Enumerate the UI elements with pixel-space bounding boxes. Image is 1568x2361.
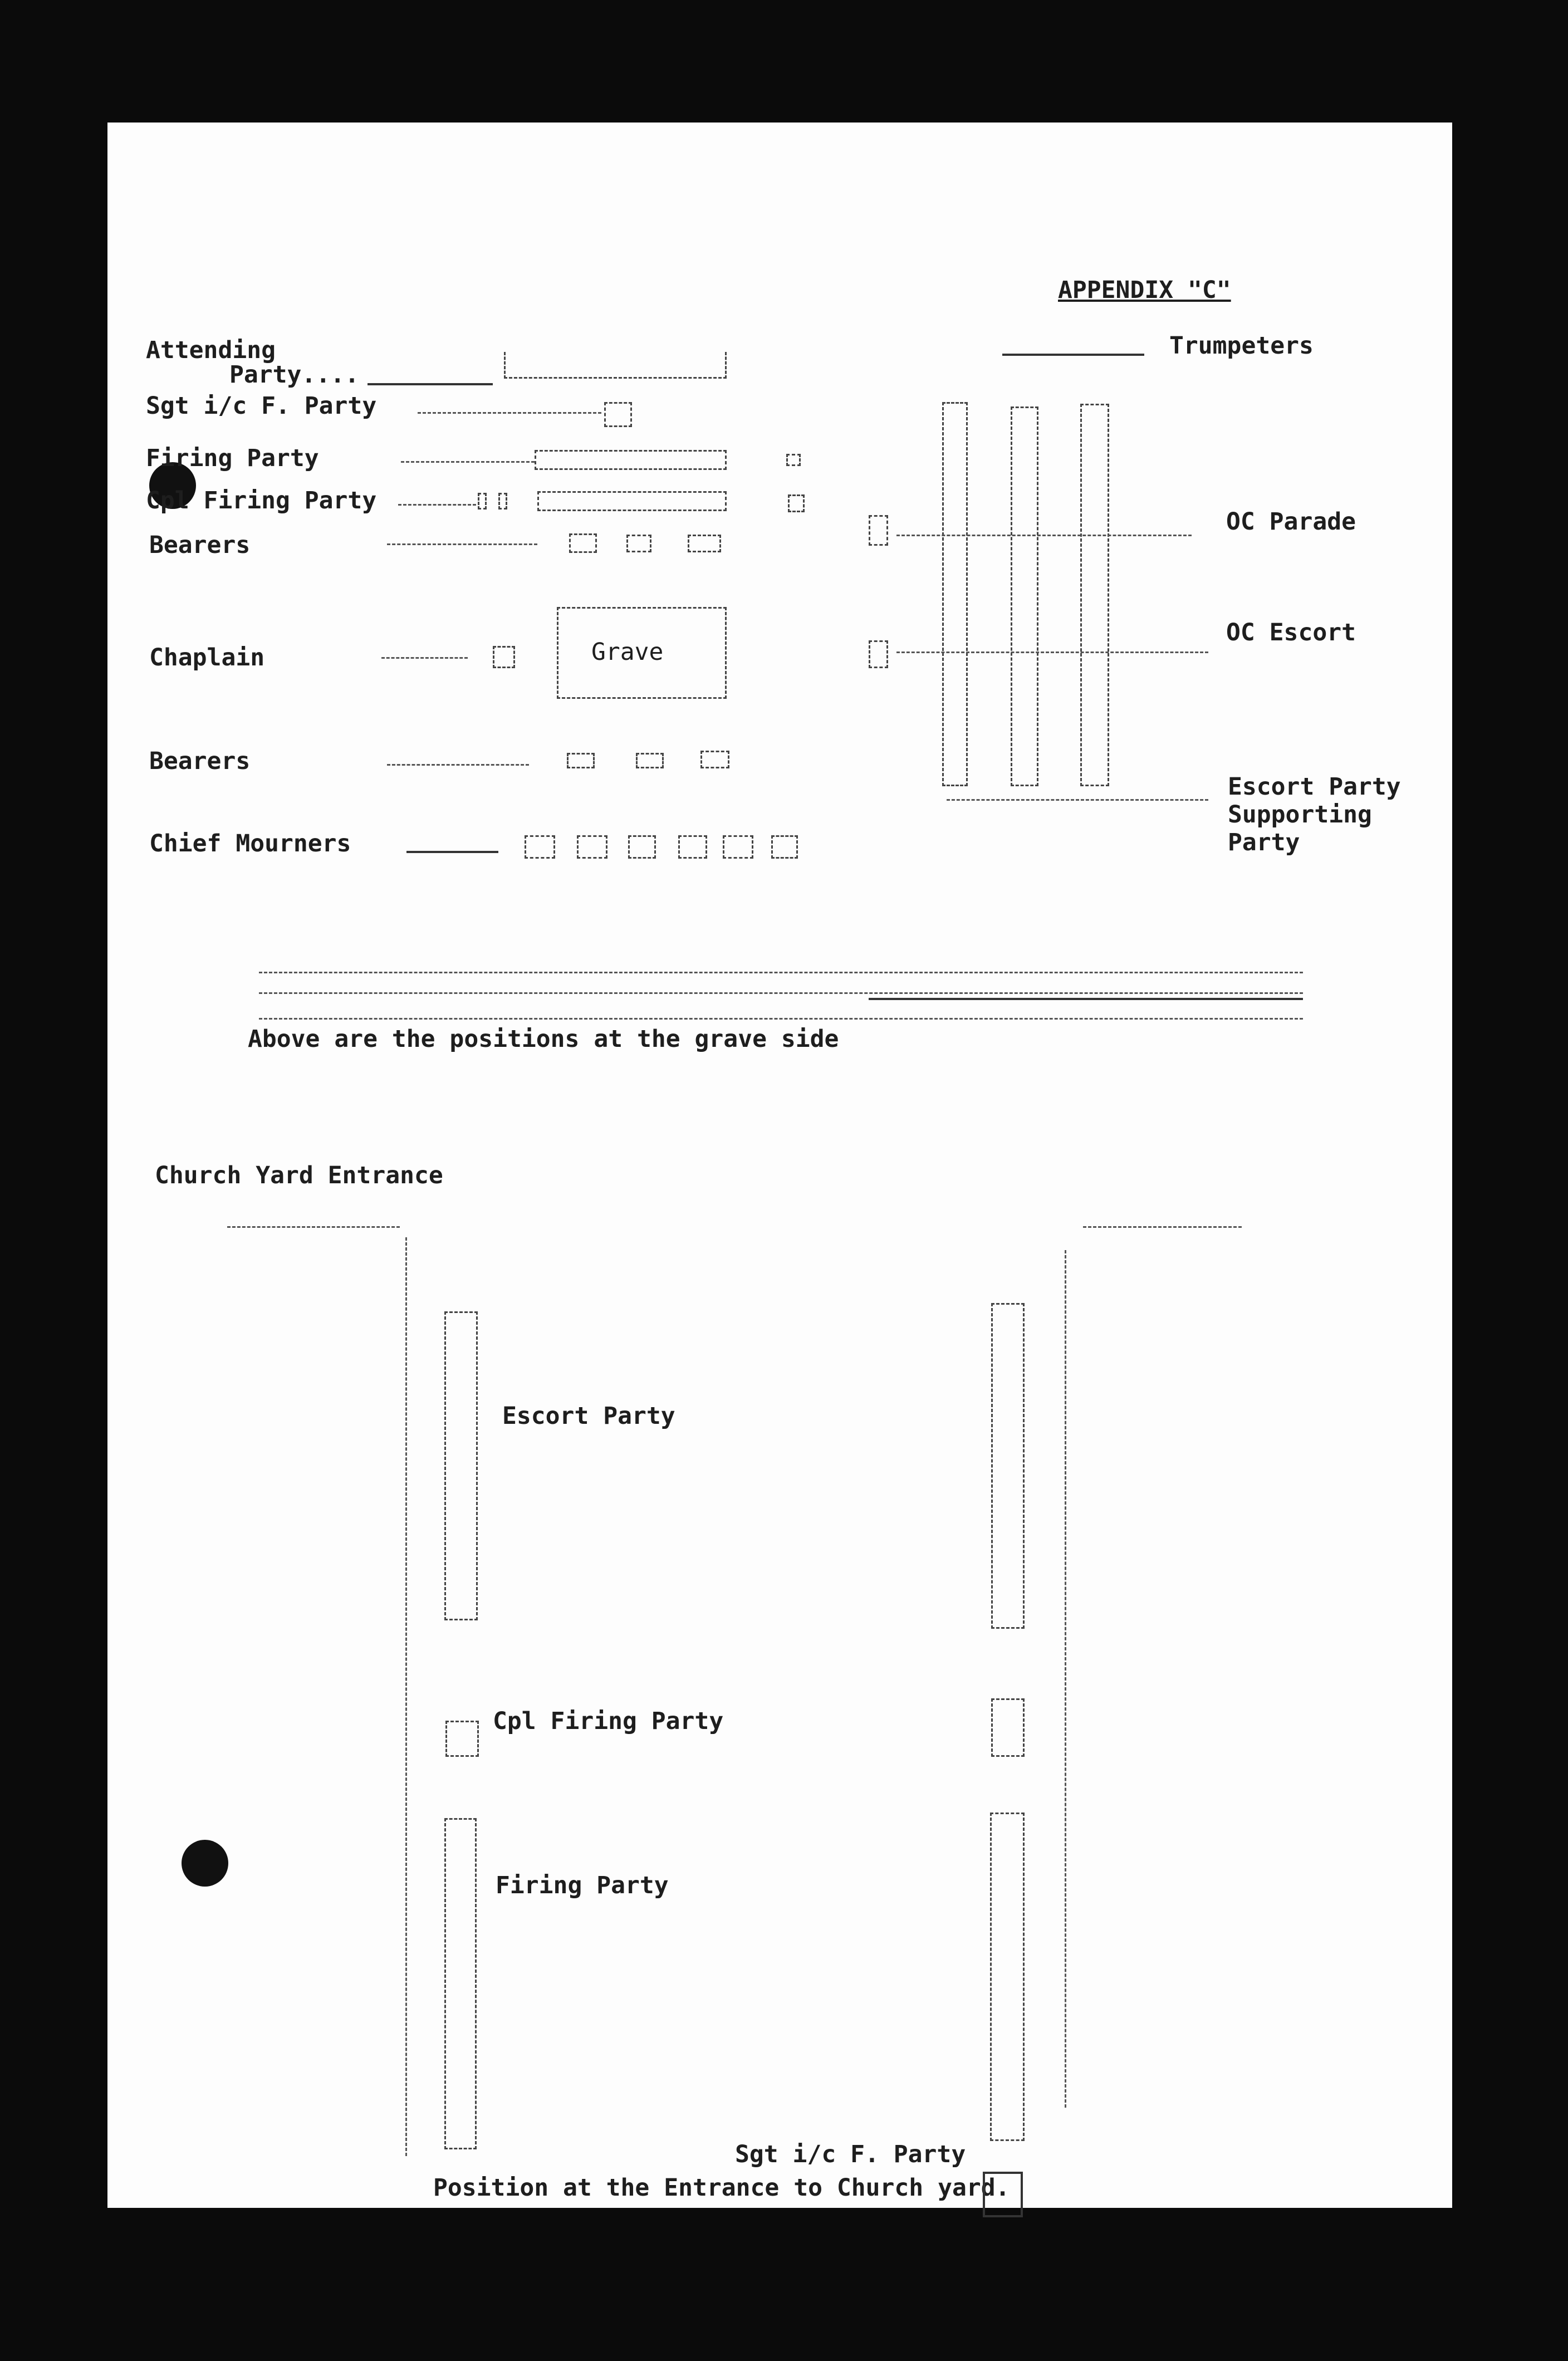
trumpeters-label: Trumpeters <box>1169 332 1314 360</box>
cpl-firing-party-box <box>537 491 727 511</box>
cpl-marker-1 <box>478 493 487 510</box>
bearer-bottom-1 <box>567 753 595 768</box>
cpl-firing-party-right-marker <box>991 1698 1025 1757</box>
attending-party-label-line2: Party.... <box>229 361 359 389</box>
escort-column-1 <box>942 402 968 786</box>
oc-escort-marker <box>869 640 888 668</box>
escort-column-2 <box>1011 406 1038 786</box>
entrance-path-left-edge <box>405 1237 407 2156</box>
oc-escort-label: OC Escort <box>1226 619 1356 646</box>
escort-party-leader <box>947 799 1208 801</box>
separator-line-4 <box>259 1018 1303 1020</box>
mourner-6 <box>771 835 798 859</box>
entrance-caption: Position at the Entrance to Church yard. <box>433 2174 1010 2202</box>
church-yard-entrance-title: Church Yard Entrance <box>155 1162 443 1189</box>
entrance-path-right-edge <box>1065 1250 1066 2108</box>
oc-parade-label: OC Parade <box>1226 508 1356 536</box>
entrance-wall-left <box>227 1226 400 1228</box>
chaplain-box <box>493 646 515 668</box>
oc-parade-marker <box>869 515 888 546</box>
mourner-5 <box>723 835 753 859</box>
escort-party-label-line2: Supporting <box>1228 801 1372 829</box>
escort-column-3 <box>1080 404 1109 786</box>
bearer-top-1 <box>569 533 597 553</box>
sgt-firing-party-label: Sgt i/c F. Party <box>146 392 377 420</box>
sgt-firing-party-box <box>604 402 632 427</box>
oc-escort-leader <box>896 652 1208 653</box>
chief-mourners-label: Chief Mourners <box>149 830 351 858</box>
firing-party-marker <box>786 454 801 466</box>
mourner-1 <box>525 835 555 859</box>
bearers-bottom-label: Bearers <box>149 747 251 775</box>
separator-line-1 <box>259 972 1303 973</box>
trumpeters-leader <box>1002 354 1144 356</box>
bearers-top-leader <box>387 543 537 545</box>
escort-party-label: Escort Party <box>502 1402 675 1430</box>
sgt-firing-party-entrance-box <box>983 2172 1023 2217</box>
cpl-firing-party-label: Cpl Firing Party <box>146 487 377 515</box>
bearers-bottom-leader <box>387 764 529 766</box>
escort-party-right-column <box>991 1303 1025 1629</box>
firing-party-left-column <box>444 1818 477 2149</box>
cpl-firing-party-marker <box>788 494 805 512</box>
escort-party-label-line1: Escort Party <box>1228 773 1401 801</box>
entrance-wall-right <box>1083 1226 1242 1228</box>
cpl-firing-party-left-marker <box>445 1721 479 1757</box>
grave-side-caption: Above are the positions at the grave side <box>248 1025 839 1053</box>
bearer-bottom-2 <box>636 753 664 768</box>
sgt-firing-party-leader <box>418 412 601 414</box>
bearer-bottom-3 <box>700 751 729 768</box>
firing-party-leader <box>401 461 535 463</box>
bearers-top-label: Bearers <box>149 531 251 559</box>
bearer-top-2 <box>626 535 651 552</box>
punch-hole-bottom <box>182 1840 228 1887</box>
chief-mourners-leader <box>406 851 498 853</box>
separator-line-3 <box>869 998 1303 1000</box>
cpl-marker-2 <box>498 493 507 510</box>
escort-party-label-line3: Party <box>1228 829 1300 856</box>
mourner-2 <box>577 835 607 859</box>
separator-line-2 <box>259 992 1303 994</box>
attending-party-label-line1: Attending <box>146 336 276 364</box>
escort-party-left-column <box>444 1311 478 1620</box>
chaplain-label: Chaplain <box>149 644 265 672</box>
sgt-firing-party-entrance-label: Sgt i/c F. Party <box>735 2140 966 2168</box>
attending-party-leader <box>367 383 493 385</box>
attending-party-box <box>504 352 727 379</box>
appendix-heading: APPENDIX "C" <box>1058 276 1231 304</box>
chaplain-leader <box>381 657 468 659</box>
firing-party-box <box>535 450 727 470</box>
cpl-firing-party-entrance-label: Cpl Firing Party <box>493 1707 724 1735</box>
firing-party-entrance-label: Firing Party <box>496 1872 669 1899</box>
mourner-3 <box>628 835 656 859</box>
mourner-4 <box>678 835 707 859</box>
oc-parade-leader <box>896 535 1192 536</box>
grave-label: Grave <box>591 638 664 666</box>
firing-party-label: Firing Party <box>146 444 319 472</box>
cpl-firing-party-leader <box>398 504 476 506</box>
bearer-top-3 <box>688 535 721 552</box>
firing-party-right-column <box>990 1813 1025 2141</box>
